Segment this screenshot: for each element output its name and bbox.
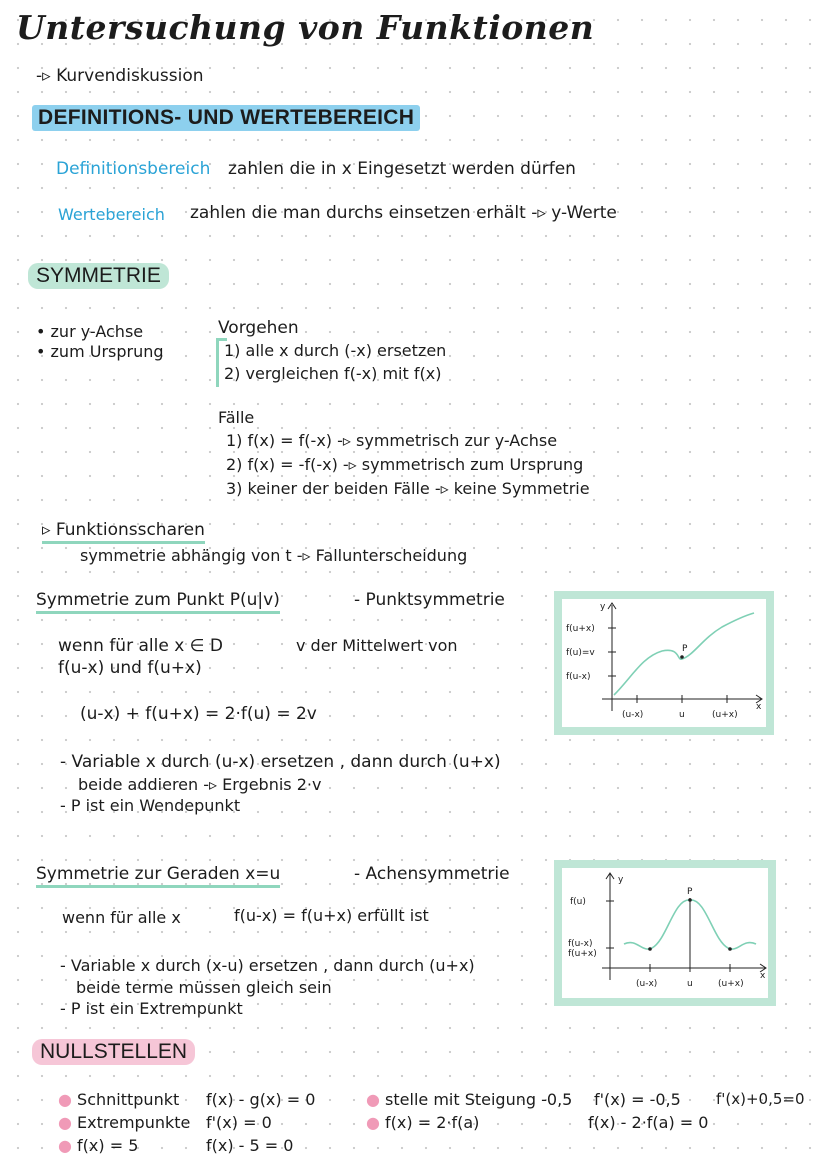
- nullstellen-heading: NULLSTELLEN: [32, 1040, 195, 1064]
- funktionsscharen-title: ▹ Funktionsscharen: [42, 520, 205, 540]
- gerade-condition: wenn für alle x: [62, 908, 181, 927]
- symmetrie-bullet-ursprung: • zum Ursprung: [36, 342, 164, 361]
- y-label-f-u-plus-x: f(u+x): [566, 624, 595, 634]
- punkt-condition-terms: f(u-x) und f(u+x): [58, 658, 202, 678]
- y-label-f-u: f(u)=v: [566, 648, 595, 658]
- x-label-u-plus-x: (u+x): [718, 979, 744, 989]
- nullstellen-item-schnittpunkt: ● Schnittpunkt: [58, 1090, 180, 1109]
- punkt-note-3: - P ist ein Wendepunkt: [60, 796, 241, 815]
- page-title: Untersuchung von Funktionen: [16, 8, 595, 47]
- wertebereich-text: zahlen die man durchs einsetzen erhält -▹ y-Werte: [190, 203, 617, 223]
- y-label-f-u-minus-x: f(u-x): [566, 672, 591, 682]
- funktionsscharen-text: symmetrie abhängig von t -▹ Fallunterscheidung: [80, 546, 468, 565]
- gerade-note-2: beide terme müssen gleich sein: [76, 978, 332, 997]
- vorgehen-title: Vorgehen: [218, 318, 299, 338]
- symmetrie-heading: SYMMETRIE: [28, 264, 169, 288]
- function-curve: [614, 613, 754, 695]
- point-p-label: P: [682, 644, 688, 654]
- point-p: [680, 655, 684, 659]
- point-u-plus-x: [728, 947, 732, 951]
- definitionsbereich-label: Definitionsbereich: [56, 159, 211, 179]
- y-label-f-u-plus-x: f(u+x): [568, 949, 597, 959]
- nullstellen-eq-2fa: f(x) - 2·f(a) = 0: [588, 1113, 709, 1132]
- bullet-dot: ●: [366, 1113, 386, 1132]
- y-axis-label: y: [618, 875, 624, 885]
- bullet-dot: ●: [58, 1136, 78, 1155]
- y-label-f-u-minus-x: f(u-x): [568, 939, 593, 949]
- faelle-title: Fälle: [218, 408, 255, 427]
- punktsymmetrie-graph: [554, 591, 774, 735]
- definition-heading: DEFINITIONS- UND WERTEBEREICH: [32, 106, 420, 130]
- nullstellen-item-f5: ● f(x) = 5: [58, 1136, 139, 1155]
- bullet-dot: ●: [58, 1090, 78, 1109]
- nullstellen-item-extrempunkte: ● Extrempunkte: [58, 1113, 191, 1132]
- faelle-case-1: 1) f(x) = f(-x) -▹ symmetrisch zur y-Achse: [226, 431, 558, 450]
- faelle-case-2: 2) f(x) = -f(-x) -▹ symmetrisch zum Ursprung: [226, 455, 584, 474]
- nullstellen-item-2fa: ● f(x) = 2·f(a): [366, 1113, 480, 1132]
- vorgehen-step-1: 1) alle x durch (-x) ersetzen: [224, 341, 447, 360]
- nullstellen-eq-steigung-2: f'(x)+0,5=0: [716, 1090, 805, 1108]
- x-axis-label: x: [756, 702, 762, 712]
- gerade-condition-equation: f(u-x) = f(u+x) erfüllt ist: [234, 906, 429, 925]
- x-label-u-minus-x: (u-x): [622, 710, 644, 720]
- punkt-condition: wenn für alle x ∈ D: [58, 636, 223, 656]
- intro-text: -▹ Kurvendiskussion: [36, 66, 204, 86]
- gerade-subtitle: - Achensymmetrie: [354, 864, 510, 884]
- point-p-label: P: [687, 887, 693, 897]
- punkt-note-1: - Variable x durch (u-x) ersetzen , dann durch (u+x): [60, 752, 501, 772]
- vorgehen-step-2: 2) vergleichen f(-x) mit f(x): [224, 364, 442, 383]
- y-label-f-u: f(u): [570, 897, 586, 907]
- x-axis-label: x: [760, 971, 766, 981]
- punkt-formula: (u-x) + f(u+x) = 2·f(u) = 2v: [80, 704, 317, 724]
- achsensymmetrie-graph: [554, 860, 776, 1006]
- point-u-minus-x: [648, 947, 652, 951]
- bullet-dot: ●: [58, 1113, 78, 1132]
- punkt-condition-mittelwert: v der Mittelwert von: [296, 636, 458, 655]
- faelle-case-3: 3) keiner der beiden Fälle -▹ keine Symmetrie: [226, 479, 590, 498]
- wertebereich-label: Wertebereich: [58, 205, 165, 224]
- definitionsbereich-text: zahlen die in x Eingesetzt werden dürfen: [228, 159, 576, 179]
- x-label-u: u: [687, 979, 693, 989]
- nullstellen-eq-steigung: f'(x) = -0,5: [594, 1090, 681, 1109]
- x-label-u: u: [679, 710, 685, 720]
- point-p: [688, 898, 692, 902]
- punkt-note-2: beide addieren -▹ Ergebnis 2·v: [78, 775, 322, 794]
- punkt-title: Symmetrie zum Punkt P(u|v): [36, 590, 280, 610]
- x-label-u-plus-x: (u+x): [712, 710, 738, 720]
- nullstellen-eq-schnittpunkt: f(x) - g(x) = 0: [206, 1090, 316, 1109]
- y-axis-label: y: [600, 602, 606, 612]
- x-label-u-minus-x: (u-x): [636, 979, 658, 989]
- gerade-note-1: - Variable x durch (x-u) ersetzen , dann durch (u+x): [60, 956, 475, 975]
- gerade-note-3: - P ist ein Extrempunkt: [60, 999, 243, 1018]
- bullet-dot: ●: [366, 1090, 386, 1109]
- nullstellen-item-steigung: ● stelle mit Steigung -0,5: [366, 1090, 573, 1109]
- nullstellen-eq-f5: f(x) - 5 = 0: [206, 1136, 294, 1155]
- punkt-subtitle: - Punktsymmetrie: [354, 590, 505, 610]
- symmetrie-bullet-y: • zur y-Achse: [36, 322, 144, 341]
- nullstellen-eq-extrempunkte: f'(x) = 0: [206, 1113, 272, 1132]
- gerade-title: Symmetrie zur Geraden x=u: [36, 864, 280, 884]
